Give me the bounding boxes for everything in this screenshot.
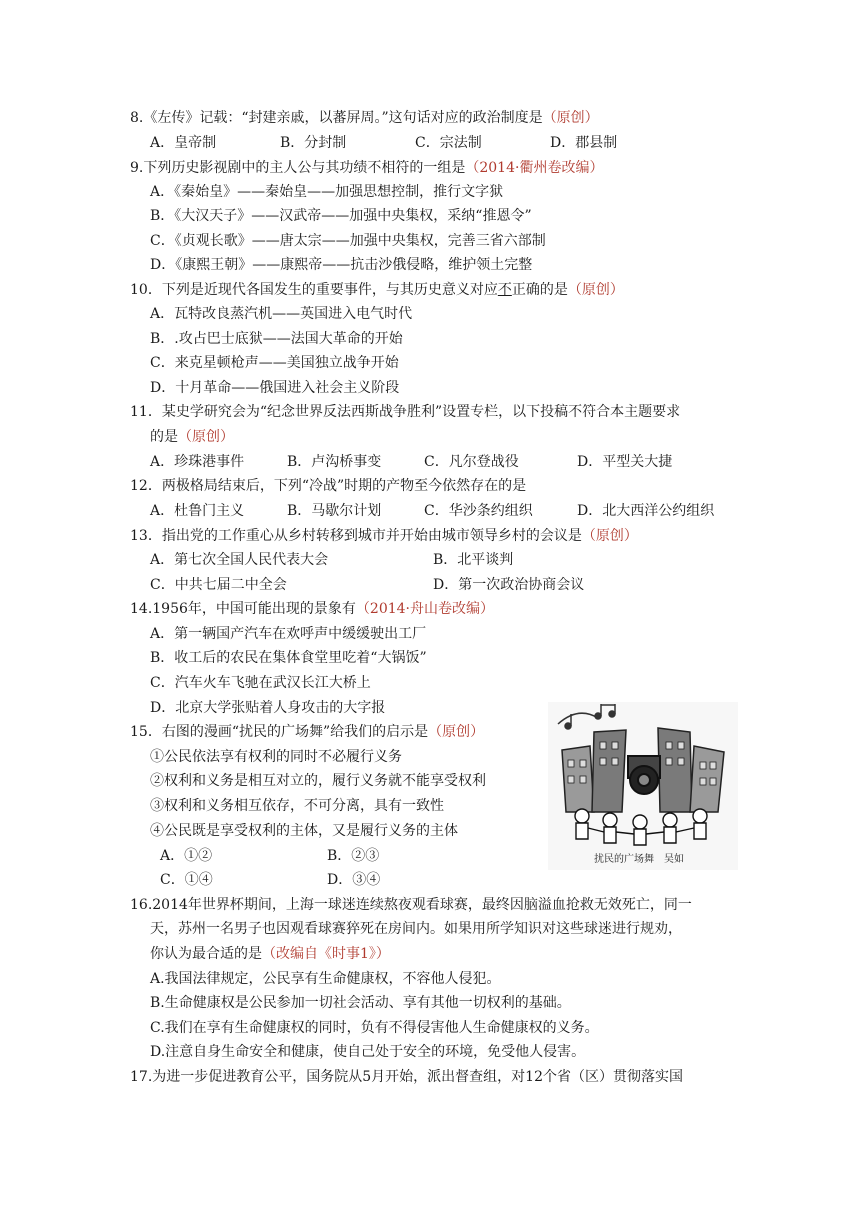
q14-option-a[interactable]: A．第一辆国产汽车在欢呼声中缓缓驶出工厂 — [150, 626, 427, 642]
q13-option-c[interactable]: C．中共七届二中全会 — [150, 577, 287, 593]
q15-statement-3: ③权利和义务相互依存，不可分离，具有一致性 — [150, 798, 444, 814]
q14-stem: 14.1956年，中国可能出现的景象有（2014·舟山卷改编） — [130, 601, 494, 617]
q12-option-b[interactable]: B．马歇尔计划 — [287, 503, 382, 519]
q11-option-d[interactable]: D．平型关大捷 — [577, 454, 673, 470]
q13-option-b[interactable]: B．北平谈判 — [433, 552, 514, 568]
q15-options-row2 — [160, 869, 380, 891]
q12-option-a[interactable]: A．杜鲁门主义 — [150, 503, 245, 519]
q12-option-d[interactable]: D．北大西洋公约组织 — [577, 503, 715, 519]
q16-option-b[interactable]: B.生命健康权是公民参加一切社会活动、享有其他一切权利的基础。 — [150, 995, 571, 1011]
q15-option-a[interactable]: A．①② — [160, 848, 213, 864]
q14-option-d[interactable]: D．北京大学张贴着人身攻击的大字报 — [150, 700, 386, 716]
q11-option-b[interactable]: B．卢沟桥事变 — [287, 454, 382, 470]
q13-option-d[interactable]: D．第一次政治协商会议 — [433, 577, 585, 593]
q11-stem-line2: 的是（原创） — [150, 429, 234, 445]
q15-options-row1 — [160, 845, 379, 867]
q9-option-d[interactable]: D．《康熙王朝》——康熙帝——抗击沙俄侵略，维护领土完整 — [150, 257, 533, 273]
q8-option-b[interactable]: B．分封制 — [280, 135, 347, 151]
q8-source: （原创） — [542, 110, 599, 126]
q13-stem: 13．指出党的工作重心从乡村转移到城市并开始由城市领导乡村的会议是（原创） — [130, 528, 638, 544]
q10-option-a[interactable]: A．瓦特改良蒸汽机——英国进入电气时代 — [150, 306, 413, 322]
q16-stem-line1: 16.2014年世界杯期间，上海一球迷连续熬夜观看球赛，最终因脑溢血抢救无效死亡，同一 — [130, 897, 692, 913]
cartoon-caption: 扰民的广场舞 吴如 — [594, 854, 684, 865]
q9-option-c[interactable]: C．《贞观长歌》——唐太宗——加强中央集权，完善三省六部制 — [150, 233, 546, 249]
q9-source: （2014·衢州卷改编） — [465, 160, 604, 176]
q10-source: （原创） — [567, 282, 624, 298]
q11-source: （原创） — [178, 429, 234, 445]
square-dance-cartoon — [548, 702, 738, 870]
q13-options-row1 — [150, 549, 513, 571]
q16-stem-line2: 天，苏州一名男子也因观看球赛猝死在房间内。如果用所学知识对这些球迷进行规劝， — [150, 921, 682, 937]
q14-source: （2014·舟山卷改编） — [355, 601, 494, 617]
q16-option-c[interactable]: C.我们在享有生命健康权的同时，负有不得侵害他人生命健康权的义务。 — [150, 1020, 599, 1036]
q10-option-b[interactable]: B．.攻占巴士底狱——法国大革命的开始 — [150, 331, 403, 347]
q15-option-b[interactable]: B．②③ — [327, 848, 380, 864]
q16-option-d[interactable]: D.注意自身生命安全和健康，使自己处于安全的环境，免受他人侵害。 — [150, 1044, 586, 1060]
q11-option-c[interactable]: C．凡尔登战役 — [424, 454, 519, 470]
q9-stem: 9.下列历史影视剧中的主人公与其功绩不相符的一组是（2014·衢州卷改编） — [130, 160, 604, 176]
q9-option-a[interactable]: A．《秦始皇》——秦始皇——加强思想控制，推行文字狱 — [150, 184, 504, 200]
q10-emphasis: 不 — [497, 282, 512, 298]
q10-option-d[interactable]: D．十月革命——俄国进入社会主义阶段 — [150, 380, 400, 396]
q11-stem-line1: 11．某史学研究会为“纪念世界反法西斯战争胜利”设置专栏，以下投稿不符合本主题要求 — [130, 404, 681, 420]
q11-options — [150, 451, 672, 473]
q8-option-c[interactable]: C．宗法制 — [415, 135, 482, 151]
q15-source: （原创） — [428, 724, 485, 740]
q15-option-d[interactable]: D．③④ — [327, 872, 381, 888]
q10-stem: 10．下列是近现代各国发生的重要事件，与其历史意义对应不正确的是（原创） — [130, 282, 624, 298]
q16-stem-line3: 你认为最合适的是（改编自《时事1》） — [150, 946, 390, 962]
q12-option-c[interactable]: C．华沙条约组织 — [424, 503, 533, 519]
q13-source: （原创） — [581, 528, 638, 544]
q8-stem: 8.《左传》记载：“封建亲戚，以蕃屏周。”这句话对应的政治制度是（原创） — [130, 110, 599, 126]
q8-options — [150, 132, 617, 154]
cartoon-illustration — [548, 702, 738, 870]
q15-statement-2: ②权利和义务是相互对立的，履行义务就不能享受权利 — [150, 773, 486, 789]
q15-statement-4: ④公民既是享受权利的主体，又是履行义务的主体 — [150, 823, 458, 839]
q8-option-a[interactable]: A．皇帝制 — [150, 135, 217, 151]
speaker-icon — [628, 756, 660, 794]
q15-option-c[interactable]: C．①④ — [160, 872, 213, 888]
q14-option-c[interactable]: C．汽车火车飞驰在武汉长江大桥上 — [150, 675, 371, 691]
q13-options-row2 — [150, 574, 584, 596]
q16-source: （改编自《时事1》） — [262, 946, 390, 962]
q12-options — [150, 500, 714, 522]
q12-stem: 12．两极格局结束后，下列“冷战”时期的产物至今依然存在的是 — [130, 478, 527, 494]
q10-option-c[interactable]: C．来克星顿枪声——美国独立战争开始 — [150, 355, 399, 371]
q13-option-a[interactable]: A．第七次全国人民代表大会 — [150, 552, 329, 568]
q16-option-a[interactable]: A.我国法律规定，公民享有生命健康权，不容他人侵犯。 — [150, 971, 501, 987]
q15-statement-1: ①公民依法享有权利的同时不必履行义务 — [150, 749, 402, 765]
q17-stem: 17.为进一步促进教育公平，国务院从5月开始，派出督查组，对12个省（区）贯彻落实国 — [130, 1069, 683, 1085]
q15-stem: 15．右图的漫画“扰民的广场舞”给我们的启示是（原创） — [130, 724, 485, 740]
q9-option-b[interactable]: B．《大汉天子》——汉武帝——加强中央集权，采纳“推恩令” — [150, 208, 532, 224]
q8-option-d[interactable]: D．郡县制 — [550, 135, 618, 151]
q14-option-b[interactable]: B．收工后的农民在集体食堂里吃着“大锅饭” — [150, 650, 427, 666]
q11-option-a[interactable]: A．珍珠港事件 — [150, 454, 245, 470]
